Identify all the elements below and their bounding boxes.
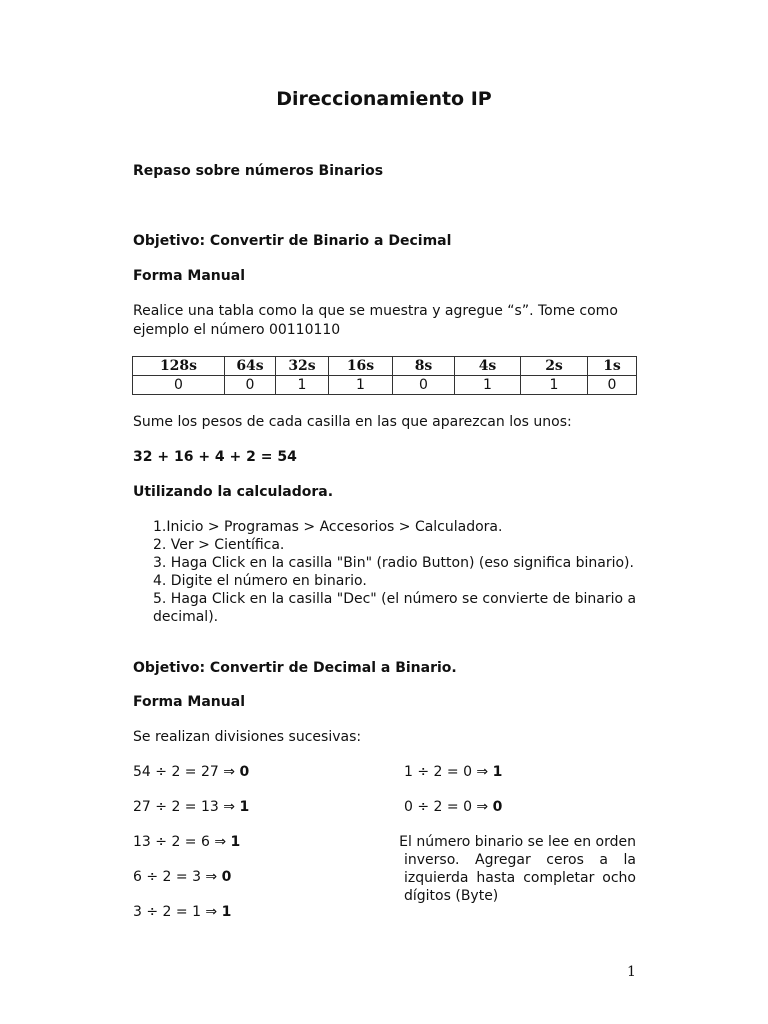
division-line <box>133 764 249 780</box>
table-cell: 0 <box>393 376 455 395</box>
calculator-heading: Utilizando la calculadora. <box>133 484 334 500</box>
objective-binary-to-decimal: Objetivo: Convertir de Binario a Decimal <box>133 233 452 249</box>
division-expression: 0 ÷ 2 = 0 ⇒ <box>404 799 493 815</box>
list-item: 4. Digite el número en binario. <box>153 573 367 589</box>
objective-decimal-to-binary: Objetivo: Convertir de Decimal a Binario. <box>133 660 457 676</box>
division-expression: 27 ÷ 2 = 13 ⇒ <box>133 799 240 815</box>
table-cell: 0 <box>225 376 276 395</box>
division-bit: 1 <box>230 834 241 850</box>
division-bit: 0 <box>239 764 250 780</box>
manual-heading-1: Forma Manual <box>133 268 245 284</box>
table-header-cell: 4s <box>455 357 521 376</box>
note-body: inverso. Agregar ceros a la izquierda hasta completar ocho dígitos (Byte) <box>404 852 636 904</box>
manual-heading-2: Forma Manual <box>133 694 245 710</box>
division-line <box>133 799 249 815</box>
section-subtitle: Repaso sobre números Binarios <box>133 163 384 179</box>
binary-weights-table <box>132 356 637 395</box>
division-line <box>133 904 231 920</box>
division-line <box>404 799 502 815</box>
table-cell: 1 <box>521 376 588 395</box>
division-bit: 1 <box>492 764 503 780</box>
table-header-cell: 128s <box>133 357 225 376</box>
table-cell: 1 <box>455 376 521 395</box>
division-line <box>133 834 240 850</box>
calculator-steps <box>153 518 638 626</box>
list-item: 5. Haga Click en la casilla "Dec" (el número se convierte de binario a decimal). <box>153 591 637 625</box>
note-first-line: El número binario se lee en orden <box>399 834 636 850</box>
table-header-cell: 16s <box>329 357 393 376</box>
table-row <box>133 376 637 395</box>
table-header-cell: 2s <box>521 357 588 376</box>
division-bit: 0 <box>221 869 232 885</box>
list-item: 3. Haga Click en la casilla "Bin" (radio Button) (eso significa binario). <box>153 555 634 571</box>
division-expression: 54 ÷ 2 = 27 ⇒ <box>133 764 240 780</box>
binary-reading-note <box>380 833 636 905</box>
division-expression: 13 ÷ 2 = 6 ⇒ <box>133 834 231 850</box>
division-bit: 1 <box>239 799 250 815</box>
sum-result: 32 + 16 + 4 + 2 = 54 <box>133 449 297 465</box>
table-cell: 0 <box>588 376 637 395</box>
division-line <box>404 764 502 780</box>
table-header-cell: 8s <box>393 357 455 376</box>
table-cell: 0 <box>133 376 225 395</box>
list-item: 2. Ver > Científica. <box>153 537 285 553</box>
division-expression: 6 ÷ 2 = 3 ⇒ <box>133 869 222 885</box>
table-header-cell: 1s <box>588 357 637 376</box>
page-number: 1 <box>627 964 636 980</box>
division-expression: 3 ÷ 2 = 1 ⇒ <box>133 904 222 920</box>
list-item: 1.Inicio > Programas > Accesorios > Calculadora. <box>153 519 503 535</box>
division-bit: 0 <box>492 799 503 815</box>
sum-instruction: Sume los pesos de cada casilla en las que aparezcan los unos: <box>133 414 572 430</box>
division-expression: 1 ÷ 2 = 0 ⇒ <box>404 764 493 780</box>
table-header-cell: 32s <box>276 357 329 376</box>
page-title: Direccionamiento IP <box>276 88 492 110</box>
table-header-cell: 64s <box>225 357 276 376</box>
divisions-intro: Se realizan divisiones sucesivas: <box>133 729 362 745</box>
table-header-row <box>133 357 637 376</box>
table-cell: 1 <box>276 376 329 395</box>
table-cell: 1 <box>329 376 393 395</box>
division-bit: 1 <box>221 904 232 920</box>
instruction-paragraph: Realice una tabla como la que se muestra y agregue “s”. Tome como ejemplo el número 00110110 <box>133 303 618 338</box>
division-line <box>133 869 231 885</box>
